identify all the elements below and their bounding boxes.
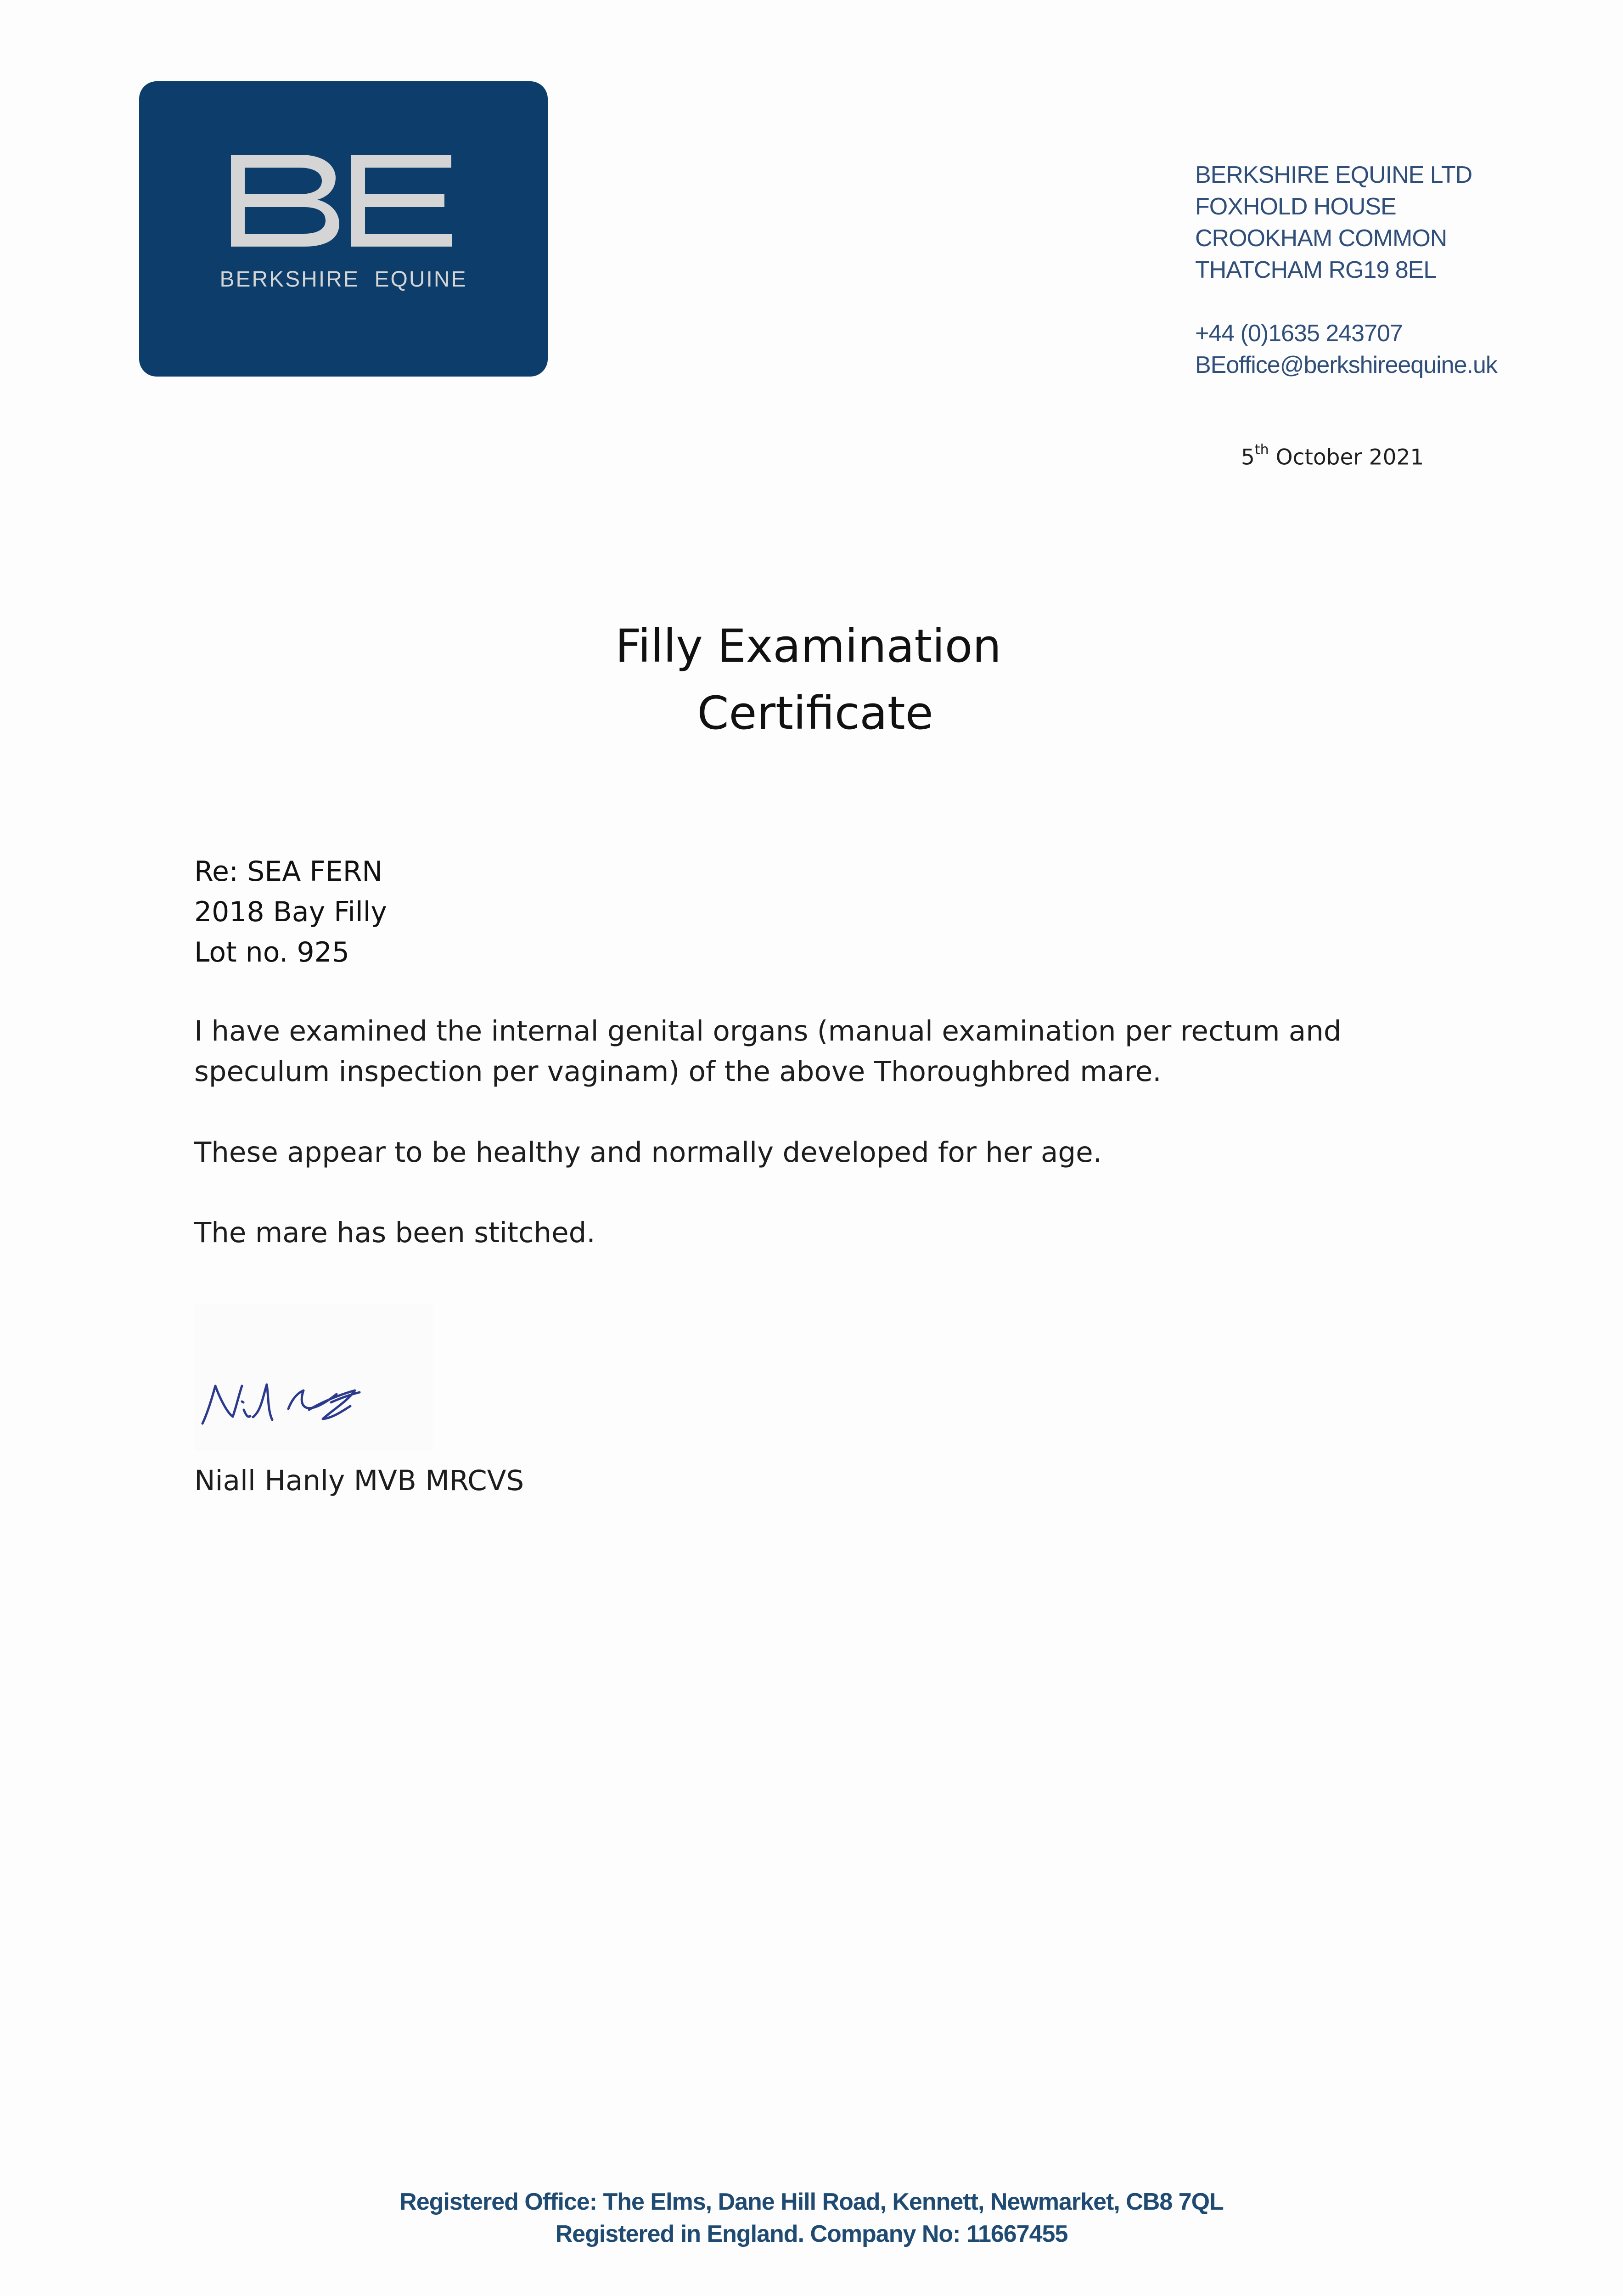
footer-line-1: Registered Office: The Elms, Dane Hill Road, Kennett, Newmarket, CB8 7QL bbox=[399, 2189, 1224, 2215]
letter-date bbox=[1241, 442, 1424, 470]
phone-number: +44 (0)1635 243707 bbox=[1195, 320, 1403, 347]
title-line-2: Certificate bbox=[697, 687, 933, 740]
subject-re: Re: SEA FERN bbox=[194, 855, 383, 888]
date-suffix: th bbox=[1254, 442, 1269, 458]
address-line-3: THATCHAM RG19 8EL bbox=[1195, 257, 1437, 283]
company-logo bbox=[139, 81, 548, 377]
address-line-1: FOXHOLD HOUSE bbox=[1195, 193, 1396, 220]
body-paragraph-1: I have examined the internal genital organs (manual examination per rectum and speculum inspection per vaginam) of the above Thoroughbred mare. bbox=[194, 1015, 1342, 1088]
date-month-year: October 2021 bbox=[1275, 445, 1424, 470]
subject-lot: Lot no. 925 bbox=[194, 936, 350, 968]
title-line-1: Filly Examination bbox=[615, 620, 1002, 673]
be-monogram-logo bbox=[231, 155, 456, 247]
body-paragraph-2: These appear to be healthy and normally developed for her age. bbox=[194, 1136, 1102, 1169]
body-paragraph-3: The mare has been stitched. bbox=[194, 1216, 595, 1249]
document-title bbox=[0, 613, 1623, 747]
logo-wordmark: BERKSHIRE EQUINE bbox=[219, 267, 467, 292]
footer-line-2: Registered in England. Company No: 11667455 bbox=[555, 2221, 1068, 2247]
company-address bbox=[1195, 159, 1497, 381]
company-name: BERKSHIRE EQUINE LTD bbox=[1195, 162, 1472, 188]
address-spacer bbox=[1195, 286, 1497, 318]
subject-block bbox=[194, 851, 387, 973]
subject-description: 2018 Bay Filly bbox=[194, 896, 387, 928]
date-day: 5 bbox=[1241, 445, 1255, 470]
handwritten-signature bbox=[194, 1304, 433, 1451]
registered-office-footer bbox=[0, 2186, 1623, 2250]
signatory-name: Niall Hanly MVB MRCVS bbox=[194, 1464, 524, 1497]
address-line-2: CROOKHAM COMMON bbox=[1195, 225, 1447, 252]
email-address: BEoffice@berkshireequine.uk bbox=[1195, 352, 1497, 378]
